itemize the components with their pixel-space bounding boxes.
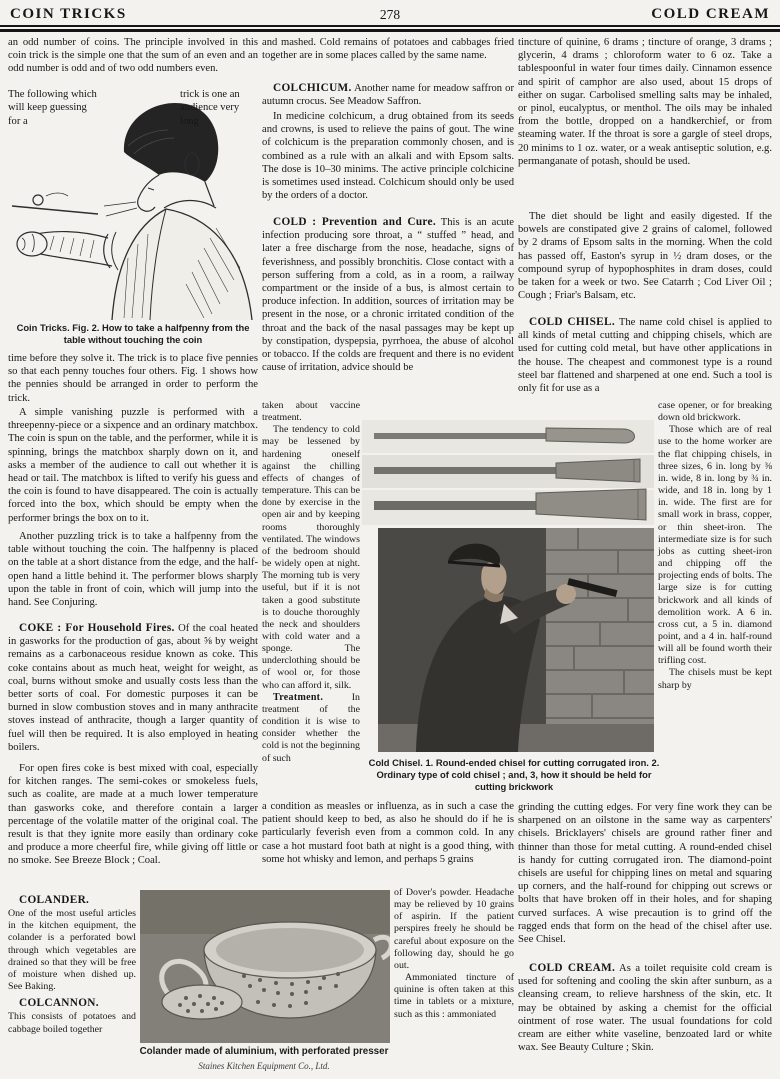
- colander-caption: Colander made of aluminium, with perforated presser: [139, 1046, 389, 1057]
- header-rule-thin: [0, 25, 780, 27]
- paragraph-treatment-start: In treatment of the condition it is wise to consider whether the cold is not the beginning of such: [262, 691, 360, 764]
- paragraph-text: time before they solve it. The trick is to place five pennies so that each penny touches four others. Fig. 1 shows how the pennies should be arranged in order to perform the trick.: [8, 353, 258, 404]
- colander-photo: [140, 890, 390, 1043]
- paragraph-mixture-cont: tincture of quinine, 6 drams ; tincture of orange, 3 drams ; glycerin, 4 drams ; chloroform water to 6 oz. Take a tablespoonful in water four times daily. Cinnamon essence and spirit of camphor are also used, about 15 drops of either on sugar. Carbolised smelling salts may be inhaled, or pinol, eucalyptus, or menthol. The oils may be inhaled from the bottle, dropped on a handkerchief, or from steaming water. If the throat is sore a gargle of steel drops, 20 minims to 1 oz. water, or a weak antiseptic solution, e.g. permanganate of potash, should be used.: [518, 37, 772, 167]
- page-number: 278: [379, 7, 401, 22]
- column-2-bottom-narrow: [394, 887, 514, 1021]
- entry-colander: [8, 894, 136, 1036]
- paragraph-vanishing: [8, 406, 258, 525]
- entry-heading-coke: COKE : For Household Fires.: [19, 622, 175, 634]
- man-cutting-brickwork-art: [378, 528, 654, 752]
- column-1: [8, 36, 258, 76]
- paragraph-case-opener: case opener, or for breaking down old brickwork.: [658, 400, 772, 424]
- chisel-caption: Cold Chisel. 1. Round-ended chisel for cutting corrugated iron. 2. Ordinary type of cold chisel ; and, 3, how it should be held for cutting brickwork: [368, 757, 660, 792]
- paragraph-coin-intro: an odd number of coins. The principle involved in this coin trick is the simple one that the sum of an even and an odd number is odd and of two odd numbers even.: [8, 37, 258, 75]
- subheading-treatment: Treatment.: [273, 691, 324, 703]
- paragraph-text: In medicine colchicum, a drug obtained from its seeds and crowns, is used to relieve the pains of gout. The wine of colchicum is the preparation commonly chosen, and is combined as a rule with an alkali and with Epsom salts. The dose is 10–30 minims. The active principle colchicine is sometimes used instead. Colchicum should only be used by the orders of a doctor.: [262, 111, 514, 202]
- paragraph-text: grinding the cutting edges. For very fine work they can be sharpened on an oilstone in the same way as carpenters' chisels. Bricklayers' chisels are ground rather finer and thinner than those for metal cutting. A round-ended chisel is handy for cutting corrugated iron. The diamond-point chisels are useful for chipping lines on metal and squaring up corners, and the half-round for chipping out screws or bolts that have broken off in their holes, and for shaping curved surfaces. A wise precaution is to grind off the ragged ends that form on the head of the chisel after use. See Chisel.: [518, 802, 772, 946]
- paragraph-puzzling: [8, 530, 258, 609]
- man-cutting-brickwork-photo: [378, 528, 654, 752]
- entry-heading-cold-chisel: COLD CHISEL.: [529, 316, 615, 328]
- paragraph-dover: of Dover's powder. Headache may be relieved by 10 grains of aspirin. If the patient perspires freely he should be careful about exposure on the following day, should he go out.: [394, 887, 514, 971]
- entry-cold-chisel: [518, 316, 772, 395]
- paragraph-vaccine-cont: taken about vaccine treatment.: [262, 400, 360, 424]
- paragraph-coke-2: [8, 762, 258, 868]
- column-2: [262, 36, 514, 62]
- entry-body-cold: This is an acute infection producing sore throat, a “ stuffed ” head, and later a free discharge from the nose, headache, signs of feverishness, and possibly bronchitis. Close contact with a person suffering from a cold, as in a room, a railway compartment or the inside of a bus, is almost certain to produce infection. In addition, sources of irritation may be present in the nose, or a chronic irritated condition of the throat and the back of the nasal passages may be kept up by constipation, dyspepsia, pyrrhoea, the abuse of alcohol or tobacco. If the colds are frequent and there is no evident cause of irritation, advice should be: [262, 217, 514, 374]
- paragraph-text: A simple vanishing puzzle is performed with a threepenny-piece or a sixpence and an ordinary matchbox. The coin is spun on the table, and the performer, while it is spinning, brings the matchbox sharply down on it, and asks a member of the audience to call out whether it is head or tail. The matchbox is lifted to verify his guess and the coin is found to have disappeared. The coin is actually forced into the box, which should be empty when the performer brings the box on to it.: [8, 407, 258, 524]
- entry-body-colcannon: This consists of potatoes and cabbage boiled together: [8, 1011, 136, 1035]
- paragraph-time: [8, 352, 258, 405]
- entry-body-colander: One of the most useful articles in the kitchen equipment, the colander is a perforated bowl through which vegetables are drained so that they will be free of moisture when dished up. See Baking.: [8, 908, 136, 993]
- paragraph-colcannon-cont: and mashed. Cold remains of potatoes and cabbages fried together are in some places called by the same name.: [262, 37, 514, 62]
- chisel-types-photo-art: [362, 420, 654, 525]
- column-3-narrow: [658, 400, 772, 692]
- entry-cold-cream: [518, 962, 772, 1054]
- entry-heading-colander: COLANDER.: [19, 894, 90, 906]
- paragraph-grinding: [518, 801, 772, 946]
- paragraph-text: The diet should be light and easily digested. If the bowels are constipated give 2 grains of calomel, followed by 2 drams of Epsom salts in the morning. When the cold has passed off, Easton's syrup in ½ dram doses, or the compound syrup of hypophosphites in dram doses, could be taken for a week or two. See Catarrh ; Cod Liver Oil ; Cough ; Friar's Balsam, etc.: [518, 211, 772, 302]
- entry-heading-cold: COLD : Prevention and Cure.: [273, 216, 436, 228]
- colander-photo-art: [140, 890, 390, 1043]
- paragraph-colchicum-2: [262, 110, 514, 202]
- entry-heading-colchicum: COLCHICUM.: [273, 82, 352, 94]
- paragraph-tendency: The tendency to cold may be lessened by hardening oneself against the chilling effects of changes of temperature. This can be done by exercise in the open air and by keeping rooms thoroughly ventilated. The windows of the bedroom should be widely open at night. The morning tub is very useful, but if it is not taken a good substitute is to douche thoroughly the neck and shoulders with cold water and a sponge. The underclothing should be of wool or, for those who can afford it, silk.: [262, 424, 360, 691]
- paragraph-text: Another puzzling trick is to take a halfpenny from the table without touching the coin. The halfpenny is placed on the table at a short distance from the edge, and the half-open hand a little behind it. The performer blows sharply upon the table in front of coin, which will jump into the hand. See Conjuring.: [8, 531, 258, 609]
- column-2-narrow: [262, 400, 360, 765]
- colander-credit: Staines Kitchen Equipment Co., Ltd.: [198, 1061, 330, 1071]
- chisel-types-photo: [362, 420, 654, 525]
- entry-heading-cold-cream: COLD CREAM.: [529, 962, 616, 974]
- paragraph-treatment-cont: [262, 800, 514, 866]
- entry-cold: [262, 216, 514, 374]
- entry-colchicum: [262, 82, 514, 108]
- wrap-text-left: The following which will keep guessing for a: [8, 89, 97, 127]
- fig2-caption: Coin Tricks. Fig. 2. How to take a halfpenny from the table without touching the coin: [16, 322, 250, 345]
- running-head-right: COLD CREAM: [651, 6, 770, 22]
- paragraph-text: For open fires coke is best mixed with coal, especially for kitchen ranges. The semi-cokes or smokeless fuels, such as coalite, are made at a much lower temperature than gasworks coke, and therefore contain a larger percentage of the volatile matter of the original coal. The result is that they ignite more easily than ordinary coke and produce a more cheerful fire, while giving off little or no smoke. See Breeze Block ; Coal.: [8, 763, 258, 867]
- header-rule-thick: [0, 29, 780, 32]
- paragraph-kept-sharp: The chisels must be kept sharp by: [658, 667, 772, 691]
- running-head-left: COIN TRICKS: [10, 6, 127, 22]
- paragraph-text: a condition as measles or influenza, as in such a case the patient should keep to bed, as also he should do if he is particularly feverish even from a common cold. In any case a hot mustard foot bath at night is a good thing, with some hot whisky and lemon, and perhaps 5 grains: [262, 801, 514, 865]
- entry-heading-colcannon: COLCANNON.: [19, 997, 99, 1010]
- entry-body-colchicum: Another name for meadow saffron or autumn crocus. See Meadow Saffron.: [262, 83, 514, 108]
- coin-trick-engraving: [8, 88, 258, 320]
- paragraph-chisel-sizes: Those which are of real use to the home worker are the flat chipping chisels, in three sizes, 6 in. long by ⅜ in. wide, 8 in. long by ¾ in. wide, and 18 in. long by 1 in. wide. The first are for small work in brass, copper, or thin sheet-iron. The intermediate size is for such jobs as cutting sheet-iron and chipping off the projecting ends of bolts. The large size is for cutting brickwork and all kinds of demolition work. A 6 in. cross cut, a 5 in. diamond point, and a 4 in. half-round will all be found worth their trifling cost.: [658, 424, 772, 667]
- entry-body-cold-chisel: The name cold chisel is applied to all kinds of metal cutting and chipping chisels, which are used for cutting cold metal, but have other applications in the house. The cheapest and commonest type is a round steel bar flattened and sharpened at one end. Such a tool is only fit for use as a: [518, 317, 772, 395]
- entry-body-coke: Of the coal heated in gasworks for the production of gas, about ⅝ by weight remains as a carbonaceous residue known as coke. This coke contains about as much heat, weight for weight, as coal, burns without smoke and usually costs less than the better sorts of coal. For domestic purposes it can be burned in slow combustion stoves and in many anthracite stoves instead of anthracite, though a larger quantity of fuel will then be required. It is also employed in heating boilers.: [8, 623, 258, 753]
- column-3: [518, 36, 772, 168]
- entry-body-cold-cream: As a toilet requisite cold cream is used for softening and cooling the skin after sunburn, as a cleansing cream, to relieve harshness of the skin, etc. It may be obtained by asking a chemist for the official ointment of rose water. The usual foundations for cold cream are either white vaseline, benzoated lard or white wax. See Beauty Culture ; Skin.: [518, 963, 772, 1054]
- wrap-text-right: trick is one an audience very long: [180, 89, 240, 127]
- entry-coke: [8, 622, 258, 754]
- paragraph-ammoniated: Ammoniated tincture of quinine is often taken at this time in tablets or a mixture, such as this : ammoniated: [394, 972, 514, 1020]
- paragraph-diet: [518, 210, 772, 302]
